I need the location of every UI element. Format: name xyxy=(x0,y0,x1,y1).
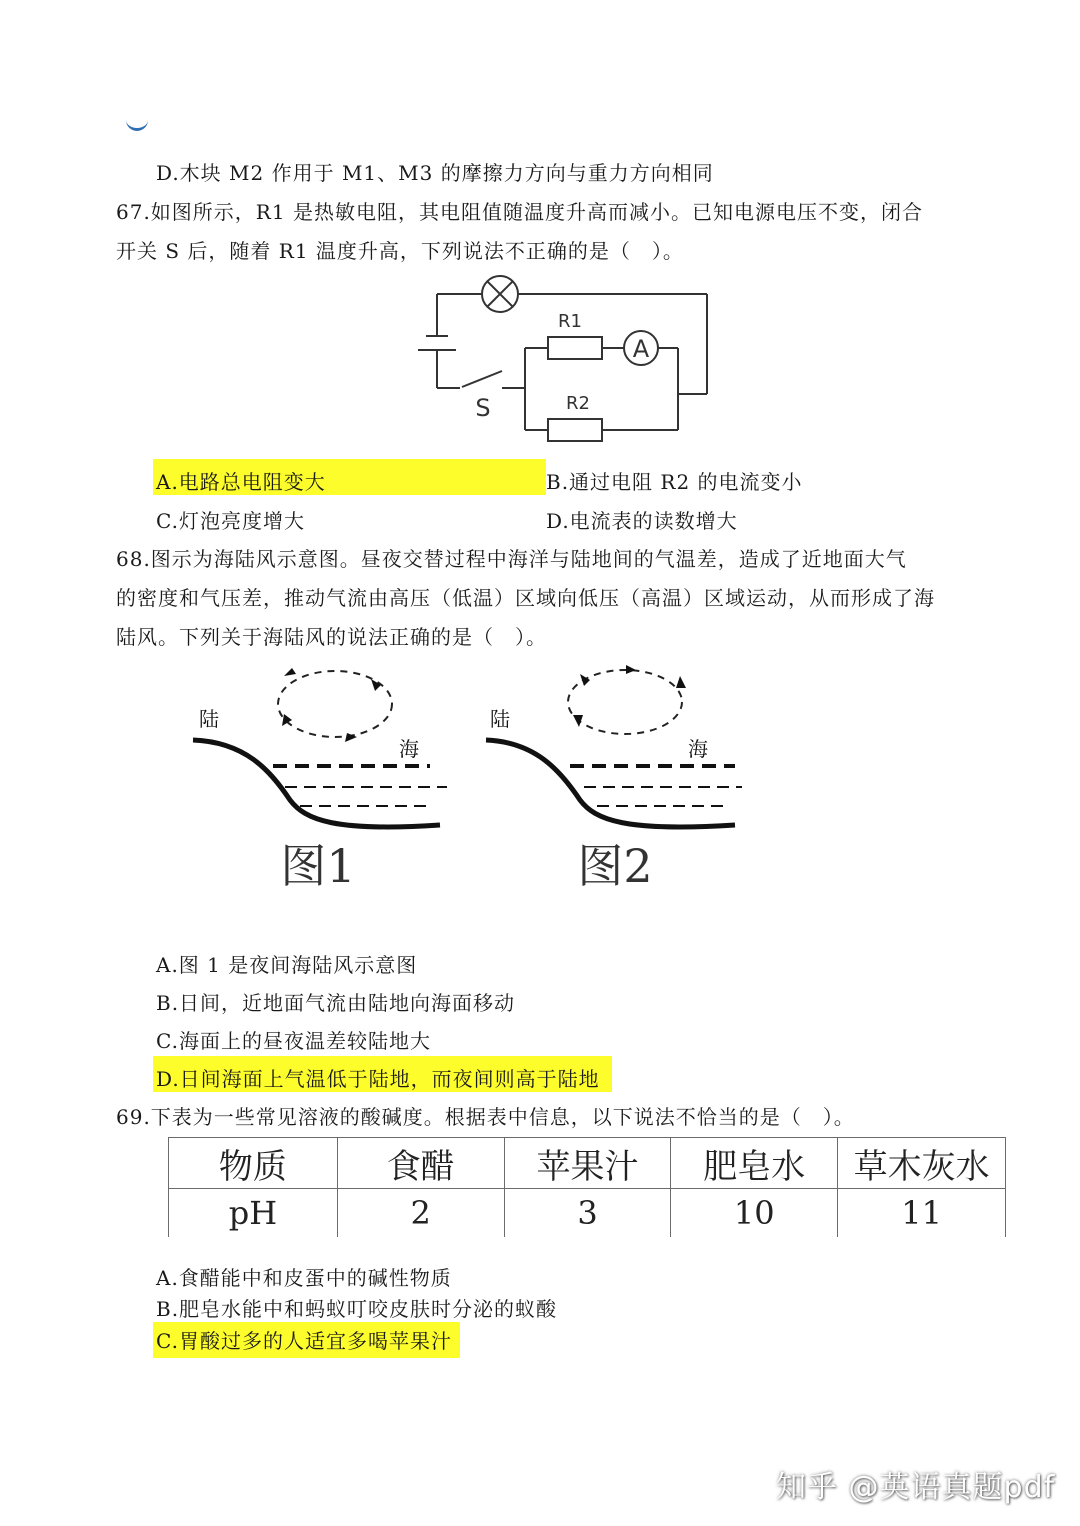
q69-option-a: A.食醋能中和皮蛋中的碱性物质 xyxy=(156,1266,452,1290)
q69-option-c: C.胃酸过多的人适宜多喝苹果汁 xyxy=(156,1329,452,1353)
q67-circuit-diagram xyxy=(400,270,730,450)
watermark: 知乎 @英语真题pdf xyxy=(776,1470,1056,1505)
table-cell: pH xyxy=(169,1189,338,1238)
table-cell: 11 xyxy=(838,1189,1006,1238)
fig1-land-label: 陆 xyxy=(199,707,219,731)
q67-option-a: A.电路总电阻变大 xyxy=(156,470,326,494)
table-cell: 2 xyxy=(337,1189,504,1238)
switch-label: S xyxy=(475,394,491,422)
q68-option-c: C.海面上的昼夜温差较陆地大 xyxy=(156,1029,431,1053)
q69-option-b: B.肥皂水能中和蚂蚁叮咬皮肤时分泌的蚁酸 xyxy=(156,1297,558,1321)
q67-stem-line2: 开关 S 后，随着 R1 温度升高，下列说法不正确的是（ ）。 xyxy=(116,239,684,263)
table-header-cell: 物质 xyxy=(169,1138,338,1189)
ammeter-icon xyxy=(624,331,658,365)
q66-option-d: D.木块 M2 作用于 M1、M3 的摩擦力方向与重力方向相同 xyxy=(156,161,714,185)
q68-figure-2 xyxy=(480,660,750,895)
q68-stem-line2: 的密度和气压差，推动气流由高压（低温）区域向低压（高温）区域运动，从而形成了海 xyxy=(116,586,935,610)
table-header-cell: 食醋 xyxy=(337,1138,504,1189)
q67-option-d: D.电流表的读数增大 xyxy=(546,509,738,533)
table-header-cell: 肥皂水 xyxy=(671,1138,838,1189)
table-header-cell: 苹果汁 xyxy=(504,1138,671,1189)
table-cell: 10 xyxy=(671,1189,838,1238)
lamp-icon xyxy=(482,276,518,312)
q67-stem-line1: 67.如图所示，R1 是热敏电阻，其电阻值随温度升高而减小。已知电源电压不变，闭合 xyxy=(116,200,923,224)
table-row xyxy=(169,1189,1006,1238)
fig1-caption: 图1 xyxy=(280,839,356,893)
q68-stem-line3: 陆风。下列关于海陆风的说法正确的是（ ）。 xyxy=(116,625,547,649)
q68-option-b: B.日间，近地面气流由陆地向海面移动 xyxy=(156,991,516,1015)
page-corner-mark xyxy=(126,120,148,131)
q67-option-b: B.通过电阻 R2 的电流变小 xyxy=(546,470,803,494)
table-row xyxy=(169,1138,1006,1189)
q68-stem-line1: 68.图示为海陆风示意图。昼夜交替过程中海洋与陆地间的气温差，造成了近地面大气 xyxy=(116,547,907,571)
wind-arrows xyxy=(573,665,686,727)
ammeter-label: A xyxy=(632,335,650,363)
q69-stem: 69.下表为一些常见溶液的酸碱度。根据表中信息，以下说法不恰当的是（ ）。 xyxy=(116,1105,855,1129)
q67-option-c: C.灯泡亮度增大 xyxy=(156,509,305,533)
table-cell: 3 xyxy=(504,1189,671,1238)
r1-label: R1 xyxy=(558,311,582,332)
fig2-caption: 图2 xyxy=(577,839,653,893)
table-header-cell: 草木灰水 xyxy=(838,1138,1006,1189)
q68-option-a: A.图 1 是夜间海陆风示意图 xyxy=(156,953,418,977)
ph-table xyxy=(168,1137,1006,1237)
q68-option-d: D.日间海面上气温低于陆地，而夜间则高于陆地 xyxy=(156,1067,600,1091)
fig2-sea-label: 海 xyxy=(688,737,708,761)
fig1-sea-label: 海 xyxy=(399,737,419,761)
fig2-land-label: 陆 xyxy=(490,707,510,731)
q68-figure-1 xyxy=(185,660,455,895)
r2-label: R2 xyxy=(566,393,590,414)
